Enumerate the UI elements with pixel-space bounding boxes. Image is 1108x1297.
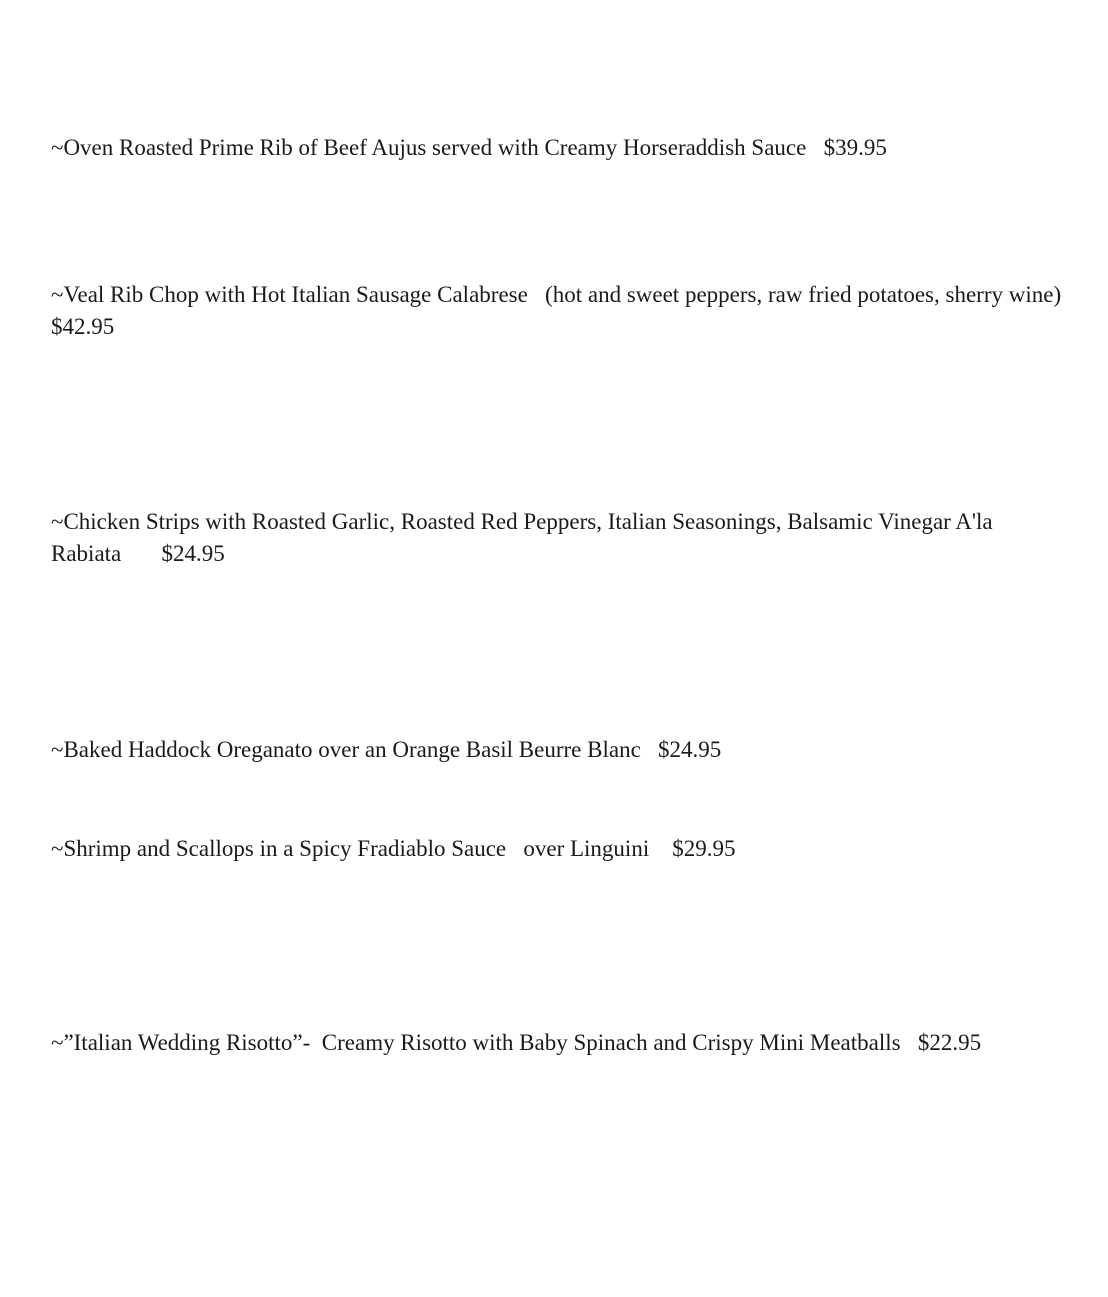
menu-item-veal-rib-chop: ~Veal Rib Chop with Hot Italian Sausage Calabrese (hot and sweet peppers, raw fried potatoes, sherry wine) $42.95 xyxy=(51,282,1073,339)
menu-item-shrimp-scallops: ~Shrimp and Scallops in a Spicy Fradiablo Sauce over Linguini $29.95 xyxy=(51,836,736,861)
menu-item-wedding-risotto: ~”Italian Wedding Risotto”- Creamy Risotto with Baby Spinach and Crispy Mini Meatballs $22.95 xyxy=(51,1030,982,1055)
menu-item-prime-rib: ~Oven Roasted Prime Rib of Beef Aujus served with Creamy Horseraddish Sauce $39.95 xyxy=(51,135,887,160)
menu-item-baked-haddock: ~Baked Haddock Oreganato over an Orange Basil Beurre Blanc $24.95 xyxy=(51,737,722,762)
menu-item-chicken-strips: ~Chicken Strips with Roasted Garlic, Roasted Red Peppers, Italian Seasonings, Balsamic Vinegar A'la Rabiata $24.95 xyxy=(51,509,999,566)
